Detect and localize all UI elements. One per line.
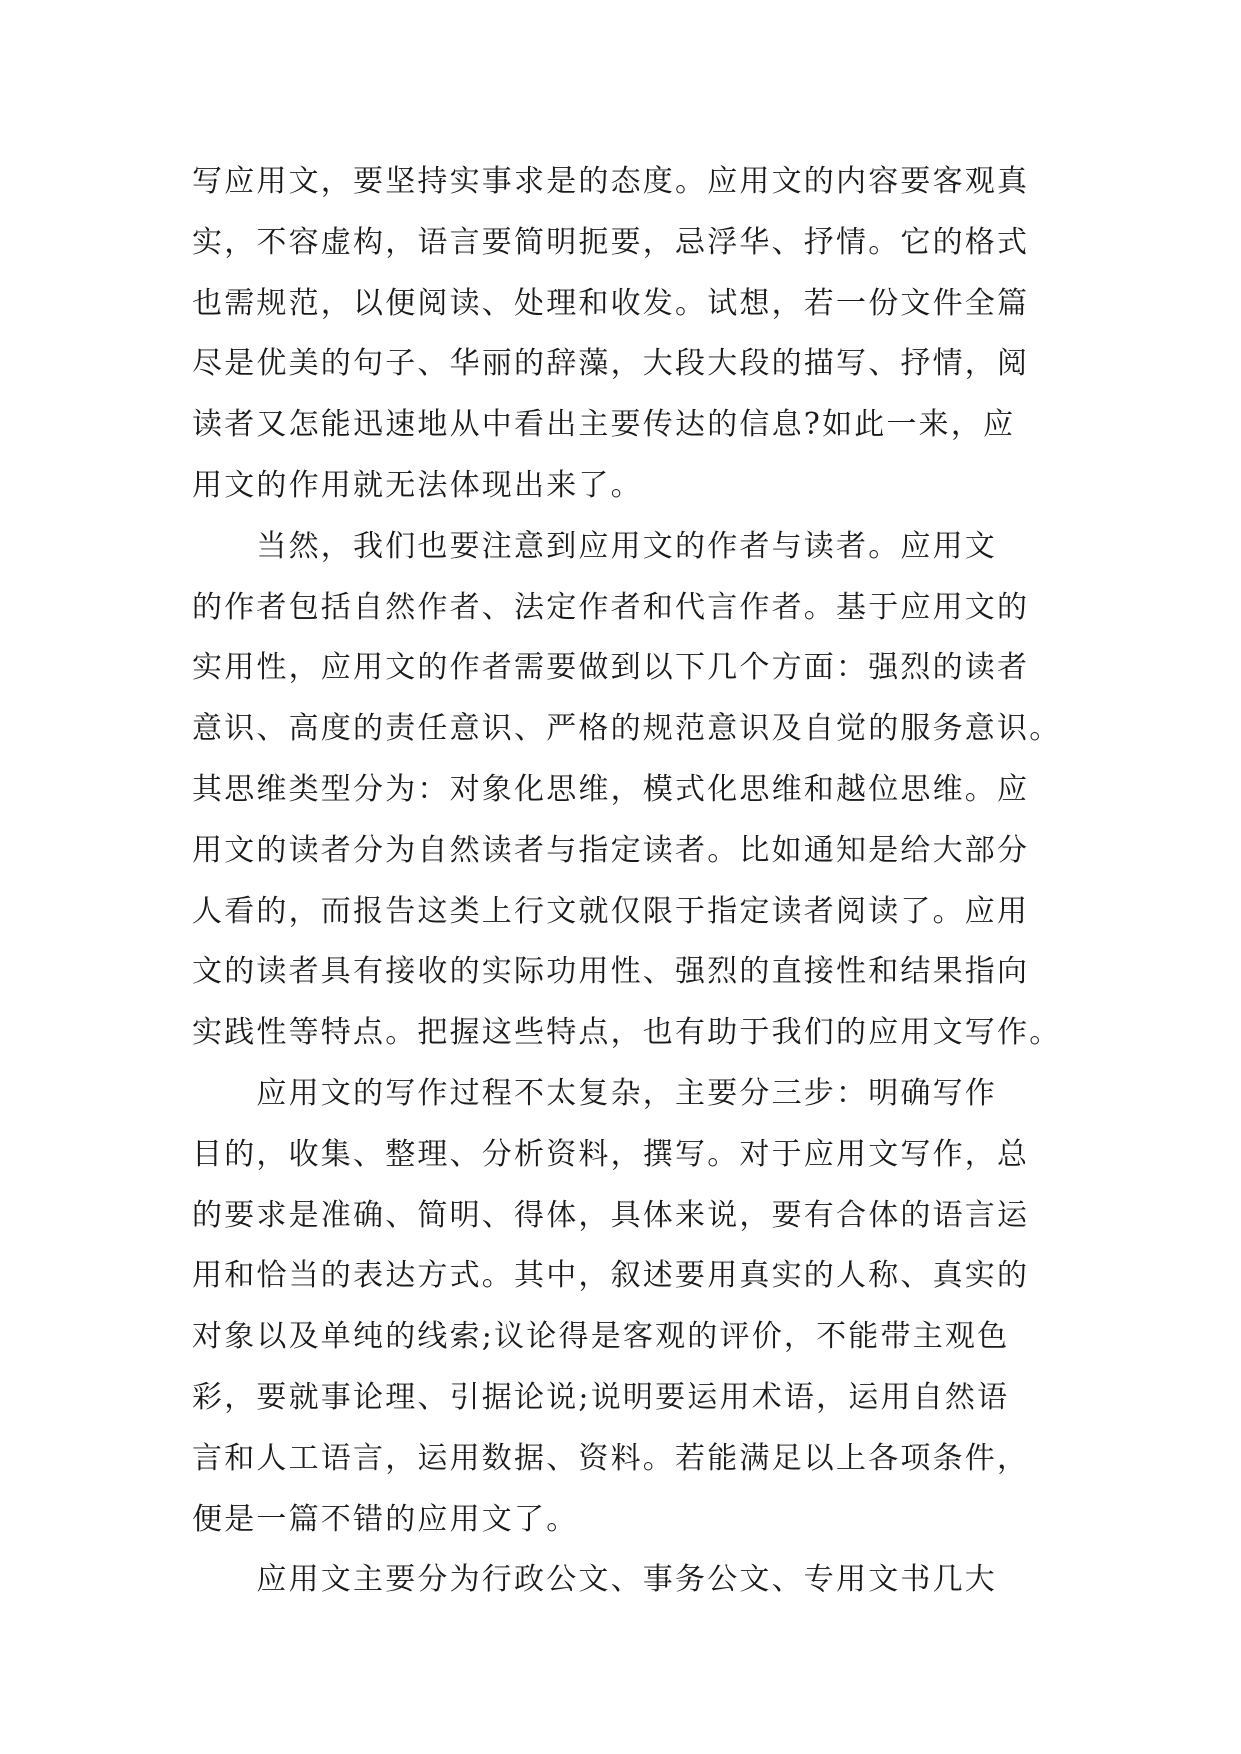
paragraph-1 xyxy=(192,152,1052,517)
paragraph-2 xyxy=(192,517,1062,1064)
text-line: 应用文主要分为行政公文、事务公文、专用文书几大 xyxy=(192,1562,997,1598)
text-line: 彩，要就事论理、引据论说;说明要运用术语，运用自然语 xyxy=(192,1379,1010,1415)
text-line: 目的，收集、整理、分析资料，撰写。对于应用文写作，总 xyxy=(192,1136,1030,1172)
text-line: 的要求是准确、简明、得体，具体来说，要有合体的语言运 xyxy=(192,1197,1030,1233)
text-line: 尽是优美的句子、华丽的辞藻，大段大段的描写、抒情，阅 xyxy=(192,346,1030,382)
text-line: 对象以及单纯的线索;议论得是客观的评价，不能带主观色 xyxy=(192,1319,1010,1355)
text-line: 文的读者具有接收的实际功用性、强烈的直接性和结果指向 xyxy=(192,954,1030,990)
paragraph-4 xyxy=(192,1550,1052,1611)
text-line: 人看的，而报告这类上行文就仅限于指定读者阅读了。应用 xyxy=(192,893,1030,929)
text-line: 用和恰当的表达方式。其中，叙述要用真实的人称、真实的 xyxy=(192,1258,1030,1294)
text-line: 的作者包括自然作者、法定作者和代言作者。基于应用文的 xyxy=(192,589,1030,625)
text-line: 应用文的写作过程不太复杂，主要分三步：明确写作 xyxy=(192,1075,997,1111)
text-line: 当然，我们也要注意到应用文的作者与读者。应用文 xyxy=(192,528,997,564)
text-line: 用文的读者分为自然读者与指定读者。比如通知是给大部分 xyxy=(192,832,1030,868)
text-line: 意识、高度的责任意识、严格的规范意识及自觉的服务意识。 xyxy=(192,711,1062,747)
text-line: 实用性，应用文的作者需要做到以下几个方面：强烈的读者 xyxy=(192,650,1030,686)
paragraph-3 xyxy=(192,1064,1052,1550)
text-line: 实，不容虚构，语言要简明扼要，忌浮华、抒情。它的格式 xyxy=(192,224,1030,260)
text-line: 实践性等特点。把握这些特点，也有助于我们的应用文写作。 xyxy=(192,1015,1062,1051)
text-line: 便是一篇不错的应用文了。 xyxy=(192,1501,579,1537)
text-line: 用文的作用就无法体现出来了。 xyxy=(192,467,643,503)
text-line: 写应用文，要坚持实事求是的态度。应用文的内容要客观真 xyxy=(192,164,1030,199)
document-body xyxy=(192,152,1062,1611)
text-line: 言和人工语言，运用数据、资料。若能满足以上各项条件， xyxy=(192,1440,1030,1476)
text-line: 其思维类型分为：对象化思维，模式化思维和越位思维。应 xyxy=(192,771,1030,807)
text-line: 读者又怎能迅速地从中看出主要传达的信息?如此一来，应 xyxy=(192,407,1016,443)
text-line: 也需规范，以便阅读、处理和收发。试想，若一份文件全篇 xyxy=(192,285,1030,321)
